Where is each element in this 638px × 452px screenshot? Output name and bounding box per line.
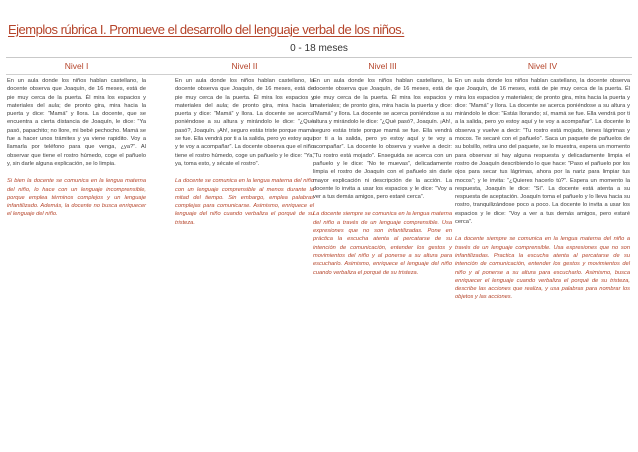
level-3-heading: Nivel III	[368, 61, 397, 71]
level-4-heading: Nivel IV	[527, 61, 558, 71]
level-1-example: En un aula donde los niños hablan castellano, la docente observa que Joaquín, de 16 meses, está de pie muy cerca de la puerta. Él mira los espacios y materiales del aula; de pronto gira, mira hacia la puerta y dice: “Mamá” y llora. La docente, que se encuentra a cierta distancia de Joaquín, le dice: “Ya pasó, papachito; no llore, mi bebé pechocho. Mamá se fue a hacer unos trámites y ya viene rapidito. Voy a llamarla por teléfono para que venga, ¿ya?”. Al observar que tiene el rostro húmedo, coge el pañuelo y, sin darle alguna explicación, se lo limpia.	[7, 78, 146, 167]
level-4-column	[455, 60, 630, 302]
age-range-heading: 0 - 18 meses	[290, 43, 348, 54]
level-4-evaluation: La docente siempre se comunica en la lengua materna del niño a través de un lenguaje comprensible. Usa expresiones que no son infantilizadas. Practica la escucha atenta al percatarse de su intención de comunicación, entender los gestos y movimientos del niño y al ponerse a su altura para escucharlo. Asimismo, busca enriquecer el lenguaje cuando verbaliza el porqué de su tristeza, describe las acciones que realiza, y usa palabras para nombrar los objetos y las acciones.	[455, 236, 630, 301]
level-2-heading: Nivel II	[231, 61, 258, 71]
level-2-example: En un aula donde los niños hablan castellano, la docente observa que Joaquín, de 16 meses, está de pie muy cerca de la puerta. Él mira los espacios y materiales del aula; de pronto gira, mira hacia la puerta y dice: “Mamá” y llora. La docente se acerca poniéndose a su altura y mirándolo le dice: “¿Qué pasó?, Joaquín. ¡Ah!, seguro estás triste porque mamá se fue. Ella vendrá por ti a la salida, pero yo estoy aquí y te voy a acompañar”. La docente observa que el niño tiene el rostro húmedo, coge un pañuelo y le dice: “Ya, ya, toma esto, y sécate el rostro”.	[175, 78, 314, 167]
level-4-example: En un aula donde los niños hablan castellano, la docente observa que Joaquín, de 16 meses, está de pie muy cerca de la puerta. Él mira los espacios y materiales; de pronto gira, mira hacia la puerta y dice: “Mamá” y llora. La docente se acerca poniéndose a su altura y mirándolo le dice: “Estás llorando; sí, mamá se fue. Ella vendrá por ti a la salida, pero yo estoy aquí y te voy a acompañar”. La docente lo observa y vuelve a decir: “Tu rostro está mojado, tienes lágrimas y mocos. Te secaré con el pañuelo”. Saca un paquete de pañuelos de su bolsillo, retira uno del paquete, se lo muestra, espera un momento para observar si hay alguna respuesta y delicadamente limpia el rostro de Joaquín describiendo lo que hace: “Paso el pañuelo por los ojos para secar tus lágrimas, ahora por la nariz para limpiar tus mocos”; y le invita: “¿Quieres hacerlo tú?”. Espera un momento la respuesta, Joaquín le dice: “Sí”. La docente está atenta a su respuesta de aceptación. Joaquín toma el pañuelo y lo lleva hacia su rostro, tranquilizándose poco a poco. La docente lo invita a usar los espacios y le dice: “Voy a ver a tus demás amigos, pero estaré cerca”.	[455, 78, 630, 226]
level-2-evaluation: La docente se comunica en la lengua materna del niño con un lenguaje comprensible al menos durante la mitad del tiempo. Sin embargo, emplea palabras complejas para comunicarse. Asimismo, enriquece el lenguaje del niño cuando verbaliza el porqué de su tristeza.	[175, 178, 314, 226]
document-title: Ejemplos rúbrica I. Promueve el desarrollo del lenguaje verbal de los niños.	[8, 22, 405, 37]
level-1-column	[7, 60, 146, 219]
level-3-example: En un aula donde los niños hablan castellano, la docente observa que Joaquín, de 16 meses, está de pie muy cerca de la puerta. Él mira los espacios y materiales; de pronto gira, mira hacia la puerta y dice: “Mamá” y llora. La docente se acerca poniéndose a su altura y mirándolo le dice: “¿Qué pasó?, Joaquín. ¡Ah!, seguro estás triste porque mamá se fue. Ella vendrá por ti a la salida, pero yo estoy aquí y te voy a acompañar”. La docente lo observa y vuelve a decir: “Tu rostro está mojado”. Enseguida se acerca con un pañuelo y le dice: “No te muevas”, delicadamente limpia el rostro de Joaquín con el pañuelo sin darle mayor explicación ni descripción de la acción. La docente lo invita a usar los espacios y le dice: “Voy a ver a tus demás amigos, pero estaré cerca”.	[313, 78, 452, 201]
level-1-heading: Nivel I	[64, 61, 89, 71]
level-2-column	[175, 60, 314, 227]
level-3-column	[313, 60, 452, 277]
level-3-evaluation: La docente siempre se comunica en la lengua materna del niño a través de un lenguaje comprensible. Usa expresiones que no son infantilizadas. Pone en práctica la escucha atenta al percatarse de su intención de comunicación, entender los gestos y movimientos del niño y al ponerse a su altura para escucharlo. Asimismo, enriquece el lenguaje del niño cuando verbaliza el porqué de su tristeza.	[313, 211, 452, 276]
level-1-evaluation: Si bien la docente se comunica en la lengua materna del niño, lo hace con un lenguaje incomprensible, porque emplea términos complejos y un lenguaje infantilizado. Además, la docente no busca enriquecer el lenguaje del niño.	[7, 178, 146, 218]
header-divider	[6, 57, 632, 58]
